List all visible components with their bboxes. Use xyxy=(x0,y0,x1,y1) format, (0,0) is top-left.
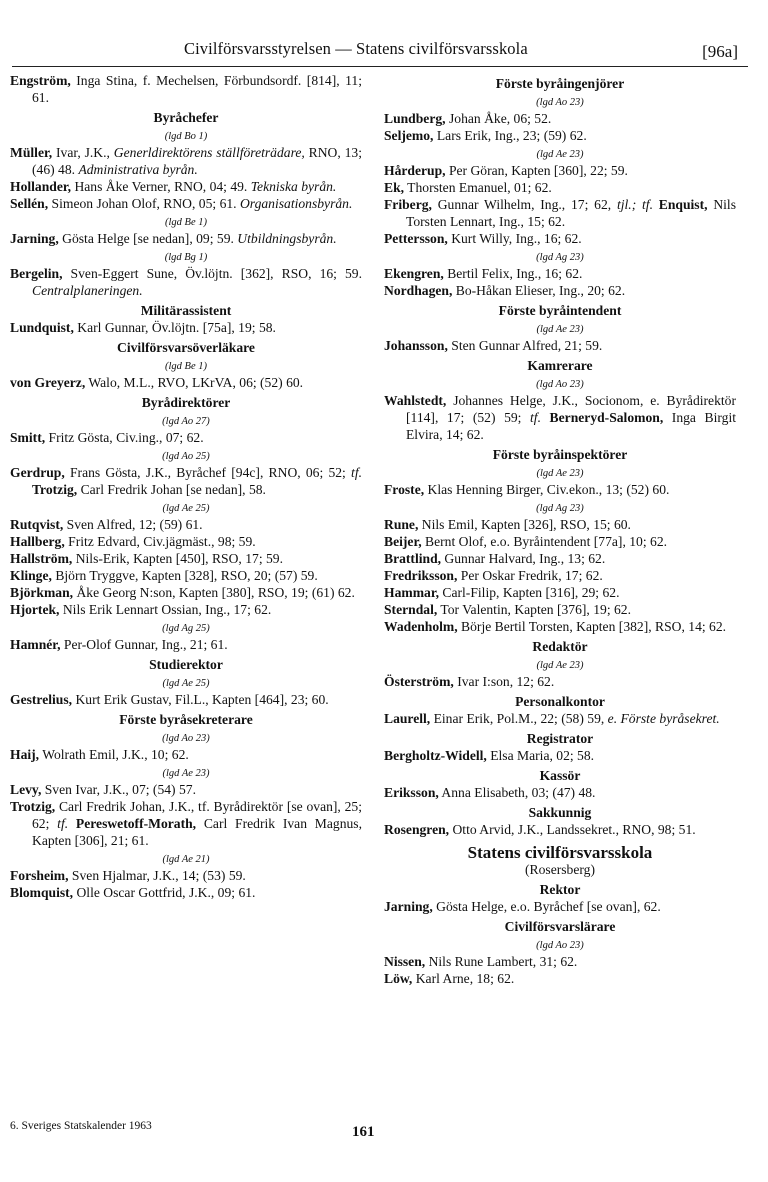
section-heading: Kamrerare xyxy=(527,358,593,373)
list-item: Gerdrup, Frans Gösta, J.K., Byråchef [94c], RNO, 06; 52; tf. Trotzig, Carl Fredrik Johan [se nedan], 58. xyxy=(10,465,362,497)
salary-grade-note: (lgd Ao 23) xyxy=(536,97,584,108)
school-heading: Statens civilförsvarsskola xyxy=(467,843,653,862)
salary-grade-note: (lgd Ae 23) xyxy=(536,324,584,335)
list-item: Hallberg, Fritz Edvard, Civ.jägmäst., 98; 59. xyxy=(10,534,256,549)
right-column xyxy=(384,72,736,987)
section-heading: Byrådirektörer xyxy=(141,395,231,410)
section-heading: Sakkunnig xyxy=(528,805,592,820)
list-item: Jarning, Gösta Helge [se nedan], 09; 59. Utbildningsbyrån. xyxy=(10,231,337,246)
list-item: Bergholtz-Widell, Elsa Maria, 02; 58. xyxy=(384,748,595,763)
list-item: Lundberg, Johan Åke, 06; 52. xyxy=(384,111,552,126)
salary-grade-note: (lgd Be 1) xyxy=(165,361,207,372)
list-item: Österström, Ivar I:son, 12; 62. xyxy=(384,674,555,689)
salary-grade-note: (lgd Ag 25) xyxy=(162,623,210,634)
salary-grade-note: (lgd Ao 23) xyxy=(536,379,584,390)
list-item: Fredriksson, Per Oskar Fredrik, 17; 62. xyxy=(384,568,603,583)
list-item: Björkman, Åke Georg N:son, Kapten [380], RSO, 19; (61) 62. xyxy=(10,585,355,600)
list-item: Haij, Wolrath Emil, J.K., 10; 62. xyxy=(10,747,189,762)
salary-grade-note: (lgd Ae 23) xyxy=(536,149,584,160)
list-item: Jarning, Gösta Helge, e.o. Byråchef [se ovan], 62. xyxy=(384,899,661,914)
salary-grade-note: (lgd Ao 23) xyxy=(536,940,584,951)
page-reference: [96a] xyxy=(702,42,738,61)
section-heading: Byråchefer xyxy=(153,110,219,125)
section-heading: Civilförsvarslärare xyxy=(504,919,616,934)
running-header xyxy=(0,40,768,64)
list-item: Engström, Inga Stina, f. Mechelsen, Förbundsordf. [814], 11; 61. xyxy=(10,73,362,105)
school-location: (Rosersberg) xyxy=(525,862,595,877)
list-item: Rutqvist, Sven Alfred, 12; (59) 61. xyxy=(10,517,203,532)
salary-grade-note: (lgd Ao 25) xyxy=(162,451,210,462)
salary-grade-note: (lgd Ag 23) xyxy=(536,503,584,514)
section-heading: Registrator xyxy=(526,731,594,746)
list-item: Bergelin, Sven-Eggert Sune, Öv.löjtn. [362], RSO, 16; 59. Centralplaneringen. xyxy=(10,266,362,298)
salary-grade-note: (lgd Ao 23) xyxy=(162,733,210,744)
section-heading: Förste byråinspektörer xyxy=(492,447,628,462)
left-column xyxy=(10,72,362,901)
header-rule xyxy=(12,66,748,67)
list-item: Sellén, Simeon Johan Olof, RNO, 05; 61. Organisationsbyrån. xyxy=(10,196,353,211)
salary-grade-note: (lgd Bo 1) xyxy=(164,131,208,142)
list-item: Seljemo, Lars Erik, Ing., 23; (59) 62. xyxy=(384,128,587,143)
list-item: Hollander, Hans Åke Verner, RNO, 04; 49. Tekniska byrån. xyxy=(10,179,337,194)
list-item: Sterndal, Tor Valentin, Kapten [376], 19; 62. xyxy=(384,602,631,617)
salary-grade-note: (lgd Ae 25) xyxy=(162,678,210,689)
list-item: Hårderup, Per Göran, Kapten [360], 22; 59. xyxy=(384,163,628,178)
list-item: Forsheim, Sven Hjalmar, J.K., 14; (53) 59. xyxy=(10,868,246,883)
section-heading: Förste byråsekreterare xyxy=(119,712,253,727)
list-item: Brattlind, Gunnar Halvard, Ing., 13; 62. xyxy=(384,551,606,566)
section-heading: Kassör xyxy=(539,768,581,783)
salary-grade-note: (lgd Ae 23) xyxy=(536,468,584,479)
list-item: Müller, Ivar, J.K., Generldirektörens ställföreträdare, RNO, 13; (46) 48. Administrativa byrån. xyxy=(10,145,362,177)
salary-grade-note: (lgd Ag 23) xyxy=(536,252,584,263)
list-item: Lundquist, Karl Gunnar, Öv.löjtn. [75a], 19; 58. xyxy=(10,320,276,335)
salary-grade-note: (lgd Ae 23) xyxy=(536,660,584,671)
section-heading: Förste byråingenjörer xyxy=(495,76,625,91)
list-item: Smitt, Fritz Gösta, Civ.ing., 07; 62. xyxy=(10,430,204,445)
list-item: Hallström, Nils-Erik, Kapten [450], RSO, 17; 59. xyxy=(10,551,283,566)
section-heading: Personalkontor xyxy=(515,694,605,709)
list-item: Froste, Klas Henning Birger, Civ.ekon., 13; (52) 60. xyxy=(384,482,670,497)
footer-signature: 6. Sveriges Statskalender 1963 xyxy=(10,1120,152,1132)
list-item: Wadenholm, Börje Bertil Torsten, Kapten [382], RSO, 14; 62. xyxy=(384,619,727,634)
section-heading: Rektor xyxy=(539,882,581,897)
list-item: Levy, Sven Ivar, J.K., 07; (54) 57. xyxy=(10,782,196,797)
list-item: Nordhagen, Bo-Håkan Elieser, Ing., 20; 62. xyxy=(384,283,626,298)
list-item: Wahlstedt, Johannes Helge, J.K., Socionom, e. Byrådirektör [114], 17; (52) 59; tf. Berneryd-Salomon, Inga Birgit Elvira, 14; 62. xyxy=(384,393,736,442)
list-item: Nissen, Nils Rune Lambert, 31; 62. xyxy=(384,954,578,969)
list-item: von Greyerz, Walo, M.L., RVO, LKrVA, 06; (52) 60. xyxy=(10,375,304,390)
salary-grade-note: (lgd Be 1) xyxy=(165,217,207,228)
list-item: Löw, Karl Arne, 18; 62. xyxy=(384,971,515,986)
list-item: Rune, Nils Emil, Kapten [326], RSO, 15; 60. xyxy=(384,517,631,532)
list-item: Hammar, Carl-Filip, Kapten [316], 29; 62. xyxy=(384,585,620,600)
list-item: Eriksson, Anna Elisabeth, 03; (47) 48. xyxy=(384,785,596,800)
section-heading: Studierektor xyxy=(149,657,223,672)
page-number: 161 xyxy=(352,1124,375,1140)
list-item: Ekengren, Bertil Felix, Ing., 16; 62. xyxy=(384,266,583,281)
list-item: Friberg, Gunnar Wilhelm, Ing., 17; 62, tjl.; tf. Enquist, Nils Torsten Lennart, Ing., 15; 62. xyxy=(384,197,736,229)
section-heading: Civilförsvarsöverläkare xyxy=(117,340,255,355)
section-heading: Militärassistent xyxy=(140,303,232,318)
list-item: Beijer, Bernt Olof, e.o. Byråintendent [77a], 10; 62. xyxy=(384,534,668,549)
list-item: Blomquist, Olle Oscar Gottfrid, J.K., 09; 61. xyxy=(10,885,256,900)
list-item: Ek, Thorsten Emanuel, 01; 62. xyxy=(384,180,552,195)
list-item: Trotzig, Carl Fredrik Johan, J.K., tf. Byrådirektör [se ovan], 25; 62; tf. Pereswetoff-Morath, Carl Fredrik Ivan Magnus, Kapten [306], 21; 61. xyxy=(10,799,362,848)
list-item: Rosengren, Otto Arvid, J.K., Landssekret., RNO, 98; 51. xyxy=(384,822,696,837)
list-item: Hjortek, Nils Erik Lennart Ossian, Ing., 17; 62. xyxy=(10,602,272,617)
list-item: Hamnér, Per-Olof Gunnar, Ing., 21; 61. xyxy=(10,637,228,652)
salary-grade-note: (lgd Ae 23) xyxy=(162,768,210,779)
list-item: Klinge, Björn Tryggve, Kapten [328], RSO, 20; (57) 59. xyxy=(10,568,318,583)
section-heading: Redaktör xyxy=(532,639,588,654)
list-item: Johansson, Sten Gunnar Alfred, 21; 59. xyxy=(384,338,603,353)
header-title: Civilförsvarsstyrelsen — Statens civilförsvarsskola xyxy=(184,39,528,58)
list-item: Laurell, Einar Erik, Pol.M., 22; (58) 59, e. Förste byråsekret. xyxy=(384,711,720,726)
list-item: Pettersson, Kurt Willy, Ing., 16; 62. xyxy=(384,231,582,246)
salary-grade-note: (lgd Ae 21) xyxy=(162,854,210,865)
section-heading: Förste byråintendent xyxy=(498,303,622,318)
salary-grade-note: (lgd Bg 1) xyxy=(164,252,208,263)
salary-grade-note: (lgd Ae 25) xyxy=(162,503,210,514)
list-item: Gestrelius, Kurt Erik Gustav, Fil.L., Kapten [464], 23; 60. xyxy=(10,692,329,707)
salary-grade-note: (lgd Ao 27) xyxy=(162,416,210,427)
